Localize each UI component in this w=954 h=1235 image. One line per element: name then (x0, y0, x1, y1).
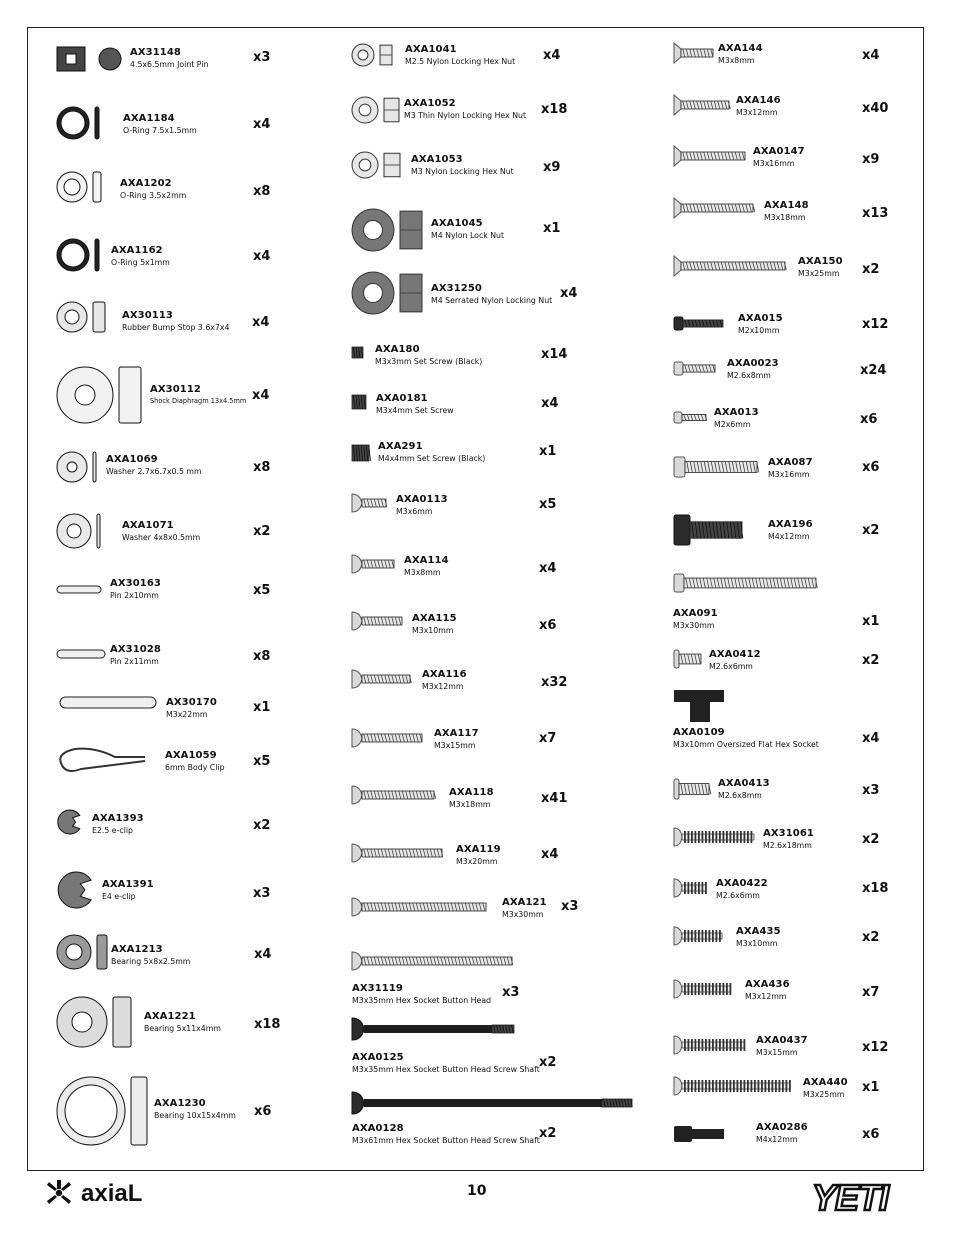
washer-icon (55, 512, 102, 554)
part-quantity: x4 (253, 249, 271, 264)
cap-head-screw-icon (672, 315, 727, 336)
cap-head-screw-icon (672, 513, 746, 551)
part-quantity: x1 (862, 1080, 880, 1095)
screw-shaft-icon (350, 1016, 520, 1046)
part-description: M2.6x8mm (727, 371, 771, 380)
part-description: M2x10mm (738, 326, 780, 335)
part-code: AX31028 (110, 644, 161, 655)
part-quantity: x8 (253, 649, 271, 664)
pin-icon (58, 695, 158, 714)
part-code: AXA0023 (727, 358, 779, 369)
part-code: AXA1041 (405, 44, 457, 55)
part-description: M3x10mm Oversized Flat Hex Socket (673, 740, 819, 749)
self-tapping-screw-icon (672, 826, 760, 852)
part-quantity: x4 (539, 561, 557, 576)
part-description: M3x25mm (803, 1090, 845, 1099)
part-quantity: x4 (862, 731, 880, 746)
part-code: AXA0286 (756, 1122, 808, 1133)
part-description: M3x22mm (166, 710, 208, 719)
part-description: M3x6mm (396, 507, 433, 516)
part-description: M2.6x8mm (718, 791, 762, 800)
part-quantity: x2 (862, 832, 880, 847)
part-description: Pin 2x11mm (110, 657, 159, 666)
part-quantity: x4 (862, 48, 880, 63)
part-code: AXA180 (375, 344, 420, 355)
part-quantity: x2 (539, 1126, 557, 1141)
part-description: M3x18mm (764, 213, 806, 222)
part-quantity: x41 (541, 791, 568, 806)
part-quantity: x5 (253, 754, 271, 769)
part-description: M4x12mm (768, 532, 810, 541)
bearing-icon (55, 933, 109, 975)
part-description: M3x20mm (456, 857, 498, 866)
part-code: AXA119 (456, 844, 501, 855)
part-code: AXA196 (768, 519, 813, 530)
bearing-icon (55, 995, 133, 1053)
part-code: AXA1071 (122, 520, 174, 531)
part-quantity: x4 (541, 396, 559, 411)
part-quantity: x24 (860, 363, 887, 378)
part-quantity: x40 (862, 101, 889, 116)
part-code: AXA1052 (404, 98, 456, 109)
part-description: M3x10mm (736, 939, 778, 948)
part-quantity: x3 (862, 783, 880, 798)
joint-pin-icon (55, 45, 125, 77)
part-quantity: x5 (253, 583, 271, 598)
part-description: Rubber Bump Stop 3.6x7x4 (122, 323, 230, 332)
lock-nut-icon (350, 207, 428, 257)
pin-icon (55, 645, 107, 664)
part-quantity: x4 (541, 847, 559, 862)
part-description: M3x35mm Hex Socket Button Head (352, 996, 492, 1005)
part-code: AXA1393 (92, 813, 144, 824)
part-description: M4x4mm Set Screw (Black) (378, 454, 486, 463)
button-head-screw-icon (350, 896, 490, 922)
part-description: M3x30mm (673, 621, 715, 630)
part-code: AXA144 (718, 43, 763, 54)
part-description: O-Ring 7.5x1.5mm (123, 126, 197, 135)
pin-icon (55, 580, 103, 599)
part-description: M3 Thin Nylon Locking Hex Nut (404, 111, 527, 120)
part-description: Washer 2.7x6.7x0.5 mm (106, 467, 202, 476)
part-description: Shock Diaphragm 13x4.5mm (150, 397, 247, 405)
cap-head-screw-icon (672, 572, 820, 598)
flat-head-screw-icon (672, 197, 760, 223)
page-number: 10 (467, 1183, 487, 1199)
flat-head-screw-icon (672, 255, 792, 281)
part-code: AXA148 (764, 200, 809, 211)
part-description: M3x16mm (753, 159, 795, 168)
part-quantity: x2 (862, 653, 880, 668)
part-quantity: x5 (539, 497, 557, 512)
part-quantity: x3 (253, 50, 271, 65)
part-code: AX31250 (431, 283, 482, 294)
screw-shaft-icon (350, 1090, 638, 1120)
part-description: M3x4mm Set Screw (376, 406, 454, 415)
part-description: E4 e-clip (102, 892, 136, 901)
part-description: M2.5 Nylon Locking Hex Nut (405, 57, 516, 66)
part-description: Washer 4x8x0.5mm (122, 533, 201, 542)
part-code: AXA1184 (123, 113, 175, 124)
part-code: AXA013 (714, 407, 759, 418)
part-code: AXA1230 (154, 1098, 206, 1109)
part-description: Bearing 5x8x2.5mm (111, 957, 191, 966)
part-description: E2.5 e-clip (92, 826, 133, 835)
part-code: AXA118 (449, 787, 494, 798)
part-code: AXA1213 (111, 944, 163, 955)
bearing-icon (55, 1075, 149, 1151)
part-description: M3x18mm (449, 800, 491, 809)
button-head-screw-icon (350, 727, 426, 753)
part-code: AXA0437 (756, 1035, 808, 1046)
part-code: AXA150 (798, 256, 843, 267)
part-quantity: x12 (862, 1040, 889, 1055)
part-quantity: x1 (253, 700, 271, 715)
self-tapping-screw-icon (672, 978, 736, 1004)
yeti-logo (808, 1174, 926, 1222)
cap-head-screw-icon (672, 360, 719, 381)
part-description: M3x3mm Set Screw (Black) (375, 357, 483, 366)
part-quantity: x6 (862, 460, 880, 475)
hex-nut-icon (350, 42, 398, 72)
part-description: M3x15mm (434, 741, 476, 750)
part-description: Bearing 10x15x4mm (154, 1111, 236, 1120)
part-quantity: x1 (539, 444, 557, 459)
part-description: M3 Nylon Locking Hex Nut (411, 167, 514, 176)
part-quantity: x6 (860, 412, 878, 427)
part-code: AXA1221 (144, 1011, 196, 1022)
part-code: AXA015 (738, 313, 783, 324)
button-head-screw-icon (350, 553, 398, 579)
part-code: AXA435 (736, 926, 781, 937)
part-quantity: x6 (539, 618, 557, 633)
part-code: AXA087 (768, 457, 813, 468)
oversized-flat-screw-icon (672, 688, 728, 728)
part-code: AXA114 (404, 555, 449, 566)
part-description: M3x15mm (756, 1048, 798, 1057)
button-head-screw-icon (350, 610, 406, 636)
part-quantity: x18 (254, 1017, 281, 1032)
hex-nut-icon (350, 95, 405, 129)
button-head-screw-icon (350, 950, 516, 976)
part-quantity: x3 (502, 985, 520, 1000)
button-head-screw-icon (350, 668, 414, 694)
part-code: AXA0109 (673, 727, 725, 738)
part-code: AXA146 (736, 95, 781, 106)
washer-icon (55, 450, 98, 488)
part-code: AX30112 (150, 384, 201, 395)
part-code: AXA1045 (431, 218, 483, 229)
part-code: AX31148 (130, 47, 181, 58)
part-quantity: x2 (862, 262, 880, 277)
part-quantity: x6 (254, 1104, 272, 1119)
part-code: AXA1162 (111, 245, 163, 256)
part-code: AX30113 (122, 310, 173, 321)
part-code: AXA117 (434, 728, 479, 739)
svg-text:YETI: YETI (812, 1177, 889, 1218)
part-description: M3x12mm (745, 992, 787, 1001)
body-clip-icon (55, 745, 151, 783)
e-clip-icon (55, 870, 95, 914)
part-code: AXA1069 (106, 454, 158, 465)
part-description: M2.6x6mm (716, 891, 760, 900)
part-quantity: x2 (253, 524, 271, 539)
part-quantity: x7 (539, 731, 557, 746)
svg-text:axiaL: axiaL (81, 1180, 143, 1207)
cap-head-screw-icon (672, 455, 761, 483)
part-quantity: x1 (543, 221, 561, 236)
part-description: M3x12mm (736, 108, 778, 117)
part-code: AXA121 (502, 897, 547, 908)
part-description: O-Ring 3.5x2mm (120, 191, 187, 200)
axial-logo (45, 1178, 180, 1212)
part-code: AXA0128 (352, 1123, 404, 1134)
part-description: M2x6mm (714, 420, 751, 429)
part-quantity: x7 (862, 985, 880, 1000)
part-code: AXA0181 (376, 393, 428, 404)
part-quantity: x8 (253, 184, 271, 199)
part-code: AX30163 (110, 578, 161, 589)
part-code: AXA440 (803, 1077, 848, 1088)
part-quantity: x4 (252, 388, 270, 403)
part-code: AXA436 (745, 979, 790, 990)
part-code: AXA091 (673, 608, 718, 619)
part-description: M3x8mm (718, 56, 755, 65)
e-clip-icon (55, 808, 83, 840)
part-description: M2.6x18mm (763, 841, 812, 850)
o-ring-icon (55, 170, 103, 208)
part-quantity: x2 (862, 523, 880, 538)
part-description: Pin 2x10mm (110, 591, 159, 600)
o-ring-icon (55, 105, 101, 145)
part-code: AXA0413 (718, 778, 770, 789)
part-quantity: x18 (541, 102, 568, 117)
part-quantity: x2 (539, 1055, 557, 1070)
flat-head-screw-icon (672, 42, 720, 68)
part-quantity: x4 (560, 286, 578, 301)
part-quantity: x14 (541, 347, 568, 362)
part-quantity: x18 (862, 881, 889, 896)
part-quantity: x6 (862, 1127, 880, 1142)
part-code: AXA291 (378, 441, 423, 452)
o-ring-icon (55, 237, 101, 277)
part-description: M3x8mm (404, 568, 441, 577)
part-code: AX31061 (763, 828, 814, 839)
set-screw-icon (350, 345, 365, 364)
part-quantity: x8 (253, 460, 271, 475)
part-quantity: x2 (862, 930, 880, 945)
part-code: AXA0422 (716, 878, 768, 889)
part-code: AXA0125 (352, 1052, 404, 1063)
part-code: AXA0147 (753, 146, 805, 157)
part-quantity: x4 (543, 48, 561, 63)
part-code: AXA116 (422, 669, 467, 680)
part-code: AX31119 (352, 983, 403, 994)
part-description: M3x16mm (768, 470, 810, 479)
self-tapping-screw-icon (672, 1075, 796, 1101)
part-code: AXA1391 (102, 879, 154, 890)
part-description: 4.5x6.5mm Joint Pin (130, 60, 209, 69)
shoulder-screw-icon (672, 1123, 732, 1149)
part-code: AXA1202 (120, 178, 172, 189)
part-quantity: x13 (862, 206, 889, 221)
diaphragm-icon (55, 365, 143, 429)
part-description: 6mm Body Clip (165, 763, 225, 772)
part-description: M3x12mm (422, 682, 464, 691)
part-quantity: x9 (862, 152, 880, 167)
self-tapping-screw-icon (672, 925, 728, 951)
part-description: M2.6x6mm (709, 662, 753, 671)
part-description: M3x10mm (412, 626, 454, 635)
part-quantity: x3 (253, 886, 271, 901)
part-code: AXA0113 (396, 494, 448, 505)
button-head-screw-icon (350, 842, 446, 868)
part-quantity: x4 (254, 947, 272, 962)
part-quantity: x32 (541, 675, 568, 690)
part-description: Bearing 5x11x4mm (144, 1024, 221, 1033)
lock-nut-icon (350, 270, 428, 320)
part-description: M4 Nylon Lock Nut (431, 231, 505, 240)
part-quantity: x4 (253, 117, 271, 132)
part-description: M3x25mm (798, 269, 840, 278)
button-head-screw-icon (350, 784, 438, 810)
cap-head-screw-icon (672, 410, 710, 429)
bump-stop-icon (55, 300, 107, 338)
flat-head-screw-icon (672, 145, 752, 171)
part-code: AXA115 (412, 613, 457, 624)
set-screw-icon (350, 443, 371, 467)
part-quantity: x2 (253, 818, 271, 833)
flat-head-screw-icon (672, 94, 736, 120)
part-code: AXA1053 (411, 154, 463, 165)
part-code: AX30170 (166, 697, 217, 708)
part-code: AXA0412 (709, 649, 761, 660)
part-description: M3x30mm (502, 910, 544, 919)
part-code: AXA1059 (165, 750, 217, 761)
part-quantity: x1 (862, 614, 880, 629)
hex-nut-icon (350, 150, 406, 184)
part-description: M4 Serrated Nylon Locking Nut (431, 296, 553, 305)
part-description: M4x12mm (756, 1135, 798, 1144)
part-quantity: x12 (862, 317, 889, 332)
part-quantity: x4 (252, 315, 270, 330)
part-quantity: x3 (561, 899, 579, 914)
part-description: O-Ring 5x1mm (111, 258, 170, 267)
set-screw-icon (350, 393, 368, 415)
self-tapping-screw-icon (672, 877, 712, 903)
flat-head-screw-icon (672, 648, 705, 674)
part-description: M3x35mm Hex Socket Button Head Screw Shaft (352, 1065, 540, 1074)
flat-head-screw-icon (672, 777, 713, 805)
part-description: M3x61mm Hex Socket Button Head Screw Shaft (352, 1136, 540, 1145)
button-head-screw-icon (350, 492, 390, 518)
self-tapping-screw-icon (672, 1034, 750, 1060)
part-quantity: x9 (543, 160, 561, 175)
